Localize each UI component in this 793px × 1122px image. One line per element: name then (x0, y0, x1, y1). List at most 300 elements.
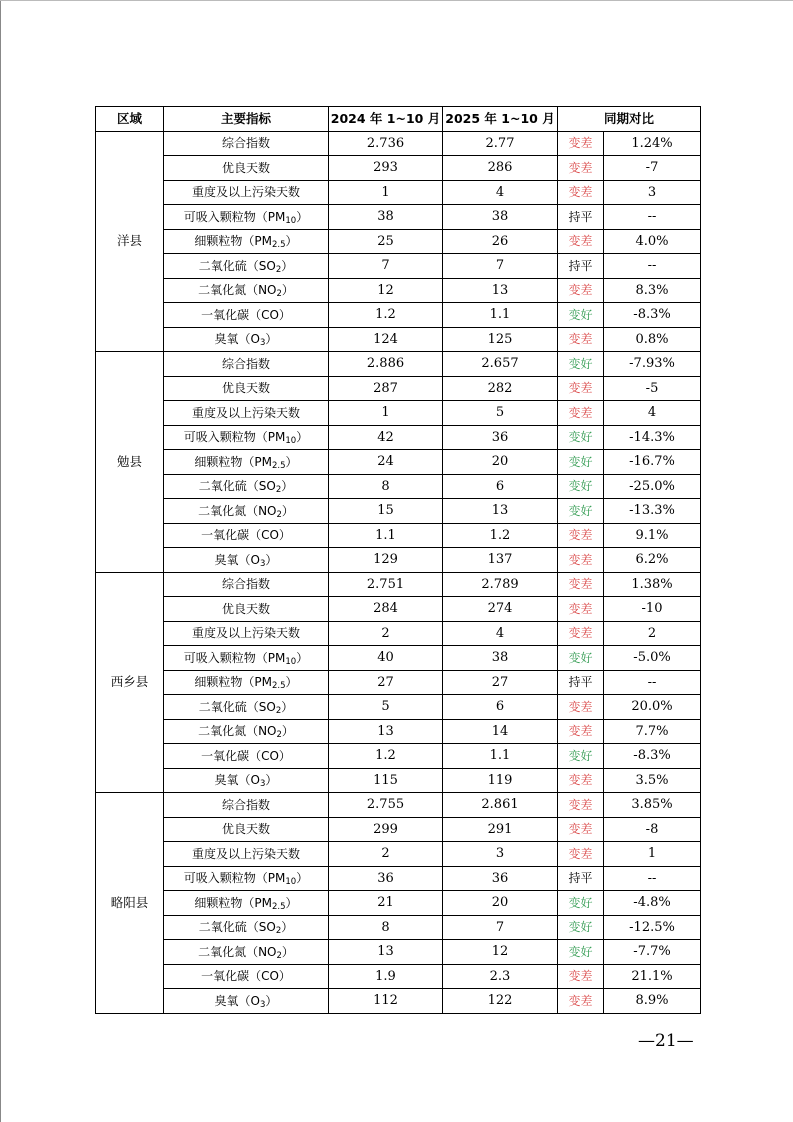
value-2025-cell: 291 (443, 817, 558, 842)
value-2025-cell: 1.2 (443, 523, 558, 548)
trend-cell: 变差 (558, 548, 604, 573)
trend-cell: 变差 (558, 695, 604, 720)
value-2024-cell: 27 (329, 670, 443, 695)
indicator-subscript: 2.5 (272, 460, 286, 471)
value-2024-cell: 7 (329, 254, 443, 279)
indicator-cell (164, 646, 329, 671)
indicator-subscript: 2 (275, 926, 282, 937)
value-2025-cell: 1.1 (443, 303, 558, 328)
value-2024-cell: 13 (329, 940, 443, 965)
indicator-cell (164, 205, 329, 230)
table-row (96, 915, 701, 940)
indicator-suffix: ） (281, 479, 294, 494)
indicator-label: 优良天数 (221, 601, 270, 616)
indicator-cell (164, 474, 329, 499)
indicator-suffix: ） (281, 699, 294, 714)
indicator-label: 二氧化氮（NO (198, 503, 277, 518)
table-row (96, 768, 701, 793)
table-row (96, 670, 701, 695)
page-top-edge (0, 0, 793, 1)
indicator-label: 可吸入颗粒物（PM (183, 209, 286, 224)
indicator-cell (164, 278, 329, 303)
trend-cell: 变差 (558, 401, 604, 426)
indicator-cell (164, 842, 329, 867)
indicator-label: 一氧化碳（CO） (201, 528, 291, 543)
value-2024-cell: 36 (329, 866, 443, 891)
value-2024-cell: 129 (329, 548, 443, 573)
value-2024-cell: 2.736 (329, 131, 443, 156)
indicator-suffix: ） (265, 773, 278, 788)
value-2024-cell: 12 (329, 278, 443, 303)
indicator-label: 优良天数 (221, 822, 270, 837)
trend-cell: 变差 (558, 793, 604, 818)
table-header-row (96, 107, 701, 132)
table-row (96, 278, 701, 303)
indicator-cell (164, 401, 329, 426)
indicator-subscript: 2 (276, 730, 282, 741)
indicator-label: 二氧化硫（SO (198, 258, 276, 273)
header-region: 区域 (96, 107, 164, 132)
value-2025-cell: 125 (443, 327, 558, 352)
indicator-label: 综合指数 (221, 356, 270, 371)
indicator-label: 臭氧（O (214, 552, 260, 567)
table-row (96, 229, 701, 254)
change-cell: -7.7% (604, 940, 701, 965)
change-cell: -5 (604, 376, 701, 401)
trend-cell: 变好 (558, 915, 604, 940)
change-cell: -- (604, 670, 701, 695)
value-2025-cell: 14 (443, 719, 558, 744)
indicator-label: 一氧化碳（CO） (201, 307, 291, 322)
change-cell: -7 (604, 156, 701, 181)
indicator-cell (164, 303, 329, 328)
value-2025-cell: 27 (443, 670, 558, 695)
table-row (96, 303, 701, 328)
value-2024-cell: 287 (329, 376, 443, 401)
trend-cell: 变差 (558, 131, 604, 156)
indicator-cell (164, 817, 329, 842)
indicator-label: 综合指数 (221, 797, 270, 812)
air-quality-comparison-table (95, 106, 701, 1014)
indicator-cell (164, 744, 329, 769)
indicator-cell (164, 425, 329, 450)
indicator-suffix: ） (285, 675, 298, 690)
change-cell: 2 (604, 621, 701, 646)
table-row (96, 205, 701, 230)
indicator-cell (164, 915, 329, 940)
indicator-cell (164, 695, 329, 720)
indicator-suffix: ） (285, 895, 298, 910)
indicator-label: 二氧化硫（SO (198, 479, 276, 494)
indicator-suffix: ） (265, 993, 278, 1008)
indicator-suffix: ） (285, 234, 298, 249)
change-cell: 0.8% (604, 327, 701, 352)
value-2025-cell: 282 (443, 376, 558, 401)
change-cell: -- (604, 205, 701, 230)
trend-cell: 变好 (558, 450, 604, 475)
change-cell: 4.0% (604, 229, 701, 254)
value-2025-cell: 5 (443, 401, 558, 426)
value-2024-cell: 284 (329, 597, 443, 622)
trend-cell: 变好 (558, 499, 604, 524)
change-cell: -8.3% (604, 303, 701, 328)
value-2025-cell: 26 (443, 229, 558, 254)
change-cell: -8.3% (604, 744, 701, 769)
table-row (96, 180, 701, 205)
indicator-suffix: ） (281, 503, 294, 518)
table-row (96, 719, 701, 744)
change-cell: 8.9% (604, 989, 701, 1014)
header-2024: 2024 年 1~10 月 (329, 107, 443, 132)
value-2024-cell: 124 (329, 327, 443, 352)
indicator-cell (164, 621, 329, 646)
indicator-cell (164, 964, 329, 989)
value-2024-cell: 24 (329, 450, 443, 475)
indicator-suffix: ） (296, 430, 309, 445)
value-2024-cell: 42 (329, 425, 443, 450)
table-row (96, 523, 701, 548)
header-2025: 2025 年 1~10 月 (443, 107, 558, 132)
trend-cell: 变好 (558, 940, 604, 965)
value-2024-cell: 1.9 (329, 964, 443, 989)
indicator-label: 重度及以上污染天数 (191, 405, 300, 420)
change-cell: -- (604, 866, 701, 891)
indicator-subscript: 2 (276, 509, 282, 520)
table-body (96, 131, 701, 1013)
indicator-subscript: 3 (260, 999, 266, 1010)
change-cell: 8.3% (604, 278, 701, 303)
indicator-subscript: 2 (275, 705, 282, 716)
region-cell: 西乡县 (96, 572, 164, 793)
indicator-cell (164, 254, 329, 279)
value-2025-cell: 4 (443, 621, 558, 646)
value-2024-cell: 38 (329, 205, 443, 230)
indicator-cell (164, 768, 329, 793)
trend-cell: 变差 (558, 768, 604, 793)
indicator-subscript: 10 (285, 656, 297, 667)
value-2024-cell: 2 (329, 621, 443, 646)
indicator-label: 一氧化碳（CO） (201, 969, 291, 984)
trend-cell: 持平 (558, 254, 604, 279)
indicator-label: 细颗粒物（PM (194, 675, 273, 690)
trend-cell: 变好 (558, 303, 604, 328)
trend-cell: 变差 (558, 572, 604, 597)
value-2025-cell: 6 (443, 474, 558, 499)
indicator-suffix: ） (281, 258, 294, 273)
indicator-subscript: 2 (275, 485, 282, 496)
change-cell: 9.1% (604, 523, 701, 548)
table-row (96, 131, 701, 156)
change-cell: 3.5% (604, 768, 701, 793)
value-2025-cell: 7 (443, 254, 558, 279)
value-2025-cell: 2.3 (443, 964, 558, 989)
trend-cell: 变差 (558, 964, 604, 989)
indicator-suffix: ） (265, 552, 278, 567)
header-indicator: 主要指标 (164, 107, 329, 132)
change-cell: 7.7% (604, 719, 701, 744)
table-row (96, 572, 701, 597)
value-2025-cell: 274 (443, 597, 558, 622)
change-cell: 3.85% (604, 793, 701, 818)
value-2025-cell: 119 (443, 768, 558, 793)
value-2025-cell: 122 (443, 989, 558, 1014)
indicator-label: 细颗粒物（PM (194, 454, 273, 469)
trend-cell: 变差 (558, 156, 604, 181)
indicator-cell (164, 891, 329, 916)
indicator-label: 优良天数 (221, 381, 270, 396)
trend-cell: 变好 (558, 891, 604, 916)
value-2025-cell: 3 (443, 842, 558, 867)
trend-cell: 变差 (558, 376, 604, 401)
change-cell: -13.3% (604, 499, 701, 524)
change-cell: -10 (604, 597, 701, 622)
indicator-cell (164, 793, 329, 818)
indicator-cell (164, 499, 329, 524)
value-2024-cell: 25 (329, 229, 443, 254)
table-row (96, 327, 701, 352)
trend-cell: 变差 (558, 842, 604, 867)
table-row (96, 866, 701, 891)
change-cell: -5.0% (604, 646, 701, 671)
indicator-subscript: 3 (260, 779, 266, 790)
table-row (96, 548, 701, 573)
region-cell: 略阳县 (96, 793, 164, 1014)
value-2025-cell: 2.789 (443, 572, 558, 597)
indicator-cell (164, 131, 329, 156)
indicator-label: 细颗粒物（PM (194, 234, 273, 249)
indicator-label: 臭氧（O (214, 773, 260, 788)
change-cell: 3 (604, 180, 701, 205)
trend-cell: 变好 (558, 744, 604, 769)
value-2024-cell: 293 (329, 156, 443, 181)
value-2024-cell: 1.2 (329, 303, 443, 328)
table-row (96, 621, 701, 646)
table-row (96, 744, 701, 769)
indicator-suffix: ） (281, 283, 294, 298)
trend-cell: 变好 (558, 646, 604, 671)
indicator-cell (164, 156, 329, 181)
change-cell: -4.8% (604, 891, 701, 916)
value-2024-cell: 2.886 (329, 352, 443, 377)
indicator-suffix: ） (285, 454, 298, 469)
value-2025-cell: 2.77 (443, 131, 558, 156)
change-cell: -12.5% (604, 915, 701, 940)
value-2024-cell: 2 (329, 842, 443, 867)
value-2024-cell: 40 (329, 646, 443, 671)
table-row (96, 940, 701, 965)
change-cell: 20.0% (604, 695, 701, 720)
table-row (96, 695, 701, 720)
indicator-cell (164, 940, 329, 965)
table-row (96, 964, 701, 989)
value-2024-cell: 1 (329, 180, 443, 205)
value-2024-cell: 5 (329, 695, 443, 720)
value-2025-cell: 36 (443, 866, 558, 891)
value-2025-cell: 38 (443, 205, 558, 230)
indicator-suffix: ） (281, 944, 294, 959)
indicator-label: 综合指数 (221, 577, 270, 592)
indicator-cell (164, 572, 329, 597)
indicator-label: 综合指数 (221, 136, 270, 151)
indicator-cell (164, 523, 329, 548)
table-row (96, 499, 701, 524)
indicator-label: 臭氧（O (214, 993, 260, 1008)
value-2024-cell: 2.755 (329, 793, 443, 818)
value-2024-cell: 2.751 (329, 572, 443, 597)
table-row (96, 842, 701, 867)
value-2025-cell: 20 (443, 450, 558, 475)
value-2025-cell: 36 (443, 425, 558, 450)
change-cell: 6.2% (604, 548, 701, 573)
indicator-cell (164, 548, 329, 573)
region-cell: 勉县 (96, 352, 164, 573)
indicator-cell (164, 719, 329, 744)
change-cell: -8 (604, 817, 701, 842)
value-2024-cell: 8 (329, 474, 443, 499)
indicator-subscript: 2 (276, 289, 282, 300)
change-cell: 4 (604, 401, 701, 426)
region-cell: 洋县 (96, 131, 164, 352)
indicator-label: 重度及以上污染天数 (191, 846, 300, 861)
indicator-label: 细颗粒物（PM (194, 895, 273, 910)
table-row (96, 156, 701, 181)
value-2025-cell: 13 (443, 278, 558, 303)
indicator-label: 可吸入颗粒物（PM (183, 871, 286, 886)
indicator-subscript: 2 (276, 950, 282, 961)
indicator-label: 臭氧（O (214, 332, 260, 347)
trend-cell: 变差 (558, 327, 604, 352)
indicator-subscript: 2.5 (272, 901, 286, 912)
trend-cell: 变差 (558, 180, 604, 205)
table-row (96, 425, 701, 450)
indicator-label: 二氧化氮（NO (198, 944, 277, 959)
value-2025-cell: 2.861 (443, 793, 558, 818)
trend-cell: 变差 (558, 523, 604, 548)
indicator-cell (164, 989, 329, 1014)
value-2025-cell: 7 (443, 915, 558, 940)
indicator-subscript: 10 (285, 436, 297, 447)
trend-cell: 变差 (558, 719, 604, 744)
indicator-cell (164, 597, 329, 622)
value-2025-cell: 137 (443, 548, 558, 573)
trend-cell: 持平 (558, 205, 604, 230)
table-row (96, 450, 701, 475)
indicator-subscript: 2.5 (272, 681, 286, 692)
value-2024-cell: 13 (329, 719, 443, 744)
indicator-suffix: ） (281, 920, 294, 935)
value-2024-cell: 21 (329, 891, 443, 916)
trend-cell: 持平 (558, 866, 604, 891)
trend-cell: 变差 (558, 597, 604, 622)
value-2025-cell: 20 (443, 891, 558, 916)
value-2024-cell: 112 (329, 989, 443, 1014)
indicator-suffix: ） (296, 650, 309, 665)
indicator-subscript: 2.5 (272, 240, 286, 251)
value-2025-cell: 2.657 (443, 352, 558, 377)
page-left-edge (0, 0, 1, 1122)
indicator-cell (164, 376, 329, 401)
indicator-label: 重度及以上污染天数 (191, 185, 300, 200)
change-cell: 1 (604, 842, 701, 867)
trend-cell: 变好 (558, 474, 604, 499)
change-cell: -16.7% (604, 450, 701, 475)
value-2024-cell: 8 (329, 915, 443, 940)
change-cell: 1.24% (604, 131, 701, 156)
value-2025-cell: 286 (443, 156, 558, 181)
change-cell: -25.0% (604, 474, 701, 499)
change-cell: 21.1% (604, 964, 701, 989)
indicator-label: 一氧化碳（CO） (201, 748, 291, 763)
table-row (96, 793, 701, 818)
table-row (96, 646, 701, 671)
indicator-suffix: ） (296, 209, 309, 224)
indicator-suffix: ） (265, 332, 278, 347)
indicator-subscript: 10 (285, 877, 297, 888)
indicator-label: 可吸入颗粒物（PM (183, 430, 286, 445)
indicator-cell (164, 352, 329, 377)
value-2024-cell: 15 (329, 499, 443, 524)
indicator-label: 优良天数 (221, 160, 270, 175)
table-row (96, 474, 701, 499)
indicator-label: 可吸入颗粒物（PM (183, 650, 286, 665)
indicator-label: 二氧化硫（SO (198, 699, 276, 714)
value-2025-cell: 4 (443, 180, 558, 205)
trend-cell: 持平 (558, 670, 604, 695)
value-2025-cell: 1.1 (443, 744, 558, 769)
indicator-cell (164, 866, 329, 891)
indicator-cell (164, 450, 329, 475)
indicator-cell (164, 327, 329, 352)
indicator-label: 重度及以上污染天数 (191, 626, 300, 641)
table-row (96, 989, 701, 1014)
trend-cell: 变差 (558, 621, 604, 646)
value-2025-cell: 6 (443, 695, 558, 720)
indicator-suffix: ） (296, 871, 309, 886)
indicator-label: 二氧化氮（NO (198, 283, 277, 298)
indicator-cell (164, 180, 329, 205)
indicator-suffix: ） (281, 724, 294, 739)
change-cell: 1.38% (604, 572, 701, 597)
table-row (96, 817, 701, 842)
indicator-cell (164, 670, 329, 695)
page-number: —21— (638, 1031, 694, 1051)
value-2024-cell: 1.1 (329, 523, 443, 548)
indicator-subscript: 10 (285, 215, 297, 226)
value-2025-cell: 13 (443, 499, 558, 524)
indicator-subscript: 2 (275, 264, 282, 275)
table-row (96, 597, 701, 622)
indicator-cell (164, 229, 329, 254)
indicator-label: 二氧化氮（NO (198, 724, 277, 739)
value-2024-cell: 1.2 (329, 744, 443, 769)
trend-cell: 变差 (558, 278, 604, 303)
trend-cell: 变差 (558, 229, 604, 254)
table-row (96, 352, 701, 377)
trend-cell: 变差 (558, 989, 604, 1014)
indicator-subscript: 3 (260, 558, 266, 569)
change-cell: -14.3% (604, 425, 701, 450)
indicator-subscript: 3 (260, 338, 266, 349)
value-2025-cell: 38 (443, 646, 558, 671)
table-row (96, 401, 701, 426)
trend-cell: 变差 (558, 817, 604, 842)
table-row (96, 891, 701, 916)
table-row (96, 254, 701, 279)
change-cell: -- (604, 254, 701, 279)
value-2024-cell: 1 (329, 401, 443, 426)
trend-cell: 变好 (558, 425, 604, 450)
value-2025-cell: 12 (443, 940, 558, 965)
